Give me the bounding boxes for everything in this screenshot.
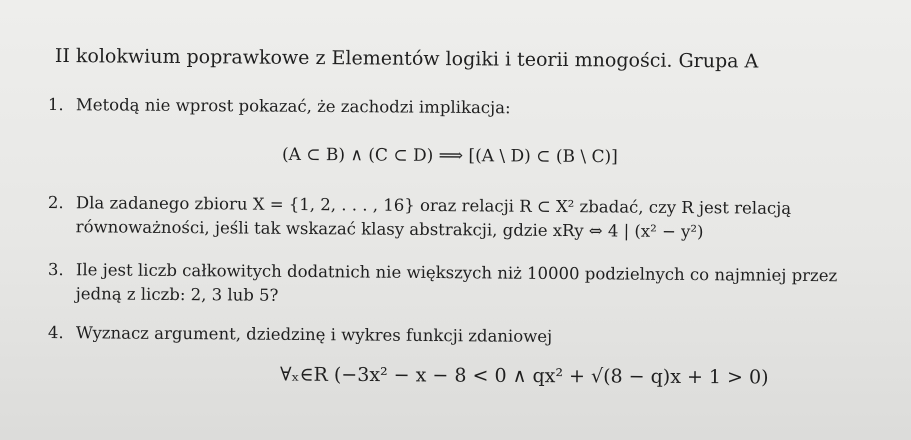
problem-1 [48, 93, 848, 123]
problem-2-line-2: równoważności, jeśli tak wskazać klasy abstrakcji, gdzie xRy ⇔ 4 | (x² − y²) [75, 217, 704, 242]
problem-3-line-1: Ile jest liczb całkowitych dodatnich nie większych niż 10000 podzielnych co najmniej przez [75, 260, 838, 286]
problem-4 [48, 321, 848, 351]
problem-4-text: Wyznacz argument, dziedzinę i wykres funkcji zdaniowej [75, 323, 553, 346]
problem-3-number: 3. [47, 259, 64, 280]
problem-4-formula: ∀ₓ∈R (−3x² − x − 8 < 0 ∧ qx² + √(8 − q)x + 1 > 0) [279, 363, 769, 389]
problem-3-line-2: jedną z liczb: 2, 3 lub 5? [75, 284, 279, 305]
problem-2-number: 2. [47, 192, 64, 213]
problem-1-text: Metodą nie wprost pokazać, że zachodzi implikacja: [75, 95, 511, 118]
problem-1-number: 1. [47, 94, 64, 115]
problem-3 [48, 258, 848, 312]
problem-2 [48, 191, 848, 245]
page-title: II kolokwium poprawkowe z Elementów logiki i teorii mnogości. Grupa A [54, 44, 759, 73]
problem-2-line-1: Dla zadanego zbioru X = {1, 2, . . . , 16} oraz relacji R ⊂ X² zbadać, czy R jest relacją [75, 193, 792, 218]
problem-1-formula: (A ⊂ B) ∧ (C ⊂ D) ⟹ [(A \ D) ⊂ (B \ C)] [281, 144, 618, 168]
problem-4-number: 4. [47, 322, 64, 343]
